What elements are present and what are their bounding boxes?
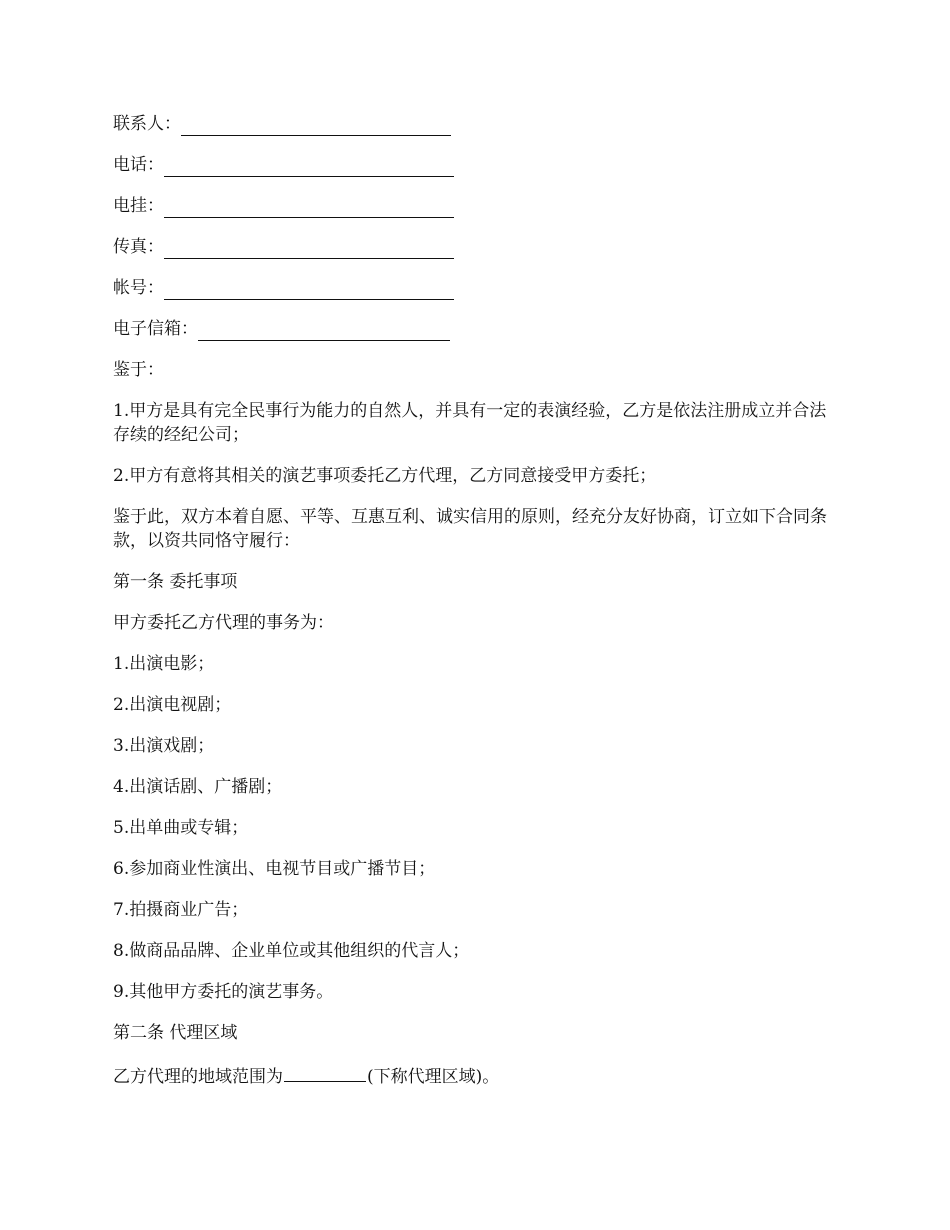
contact-blank	[181, 116, 451, 136]
whereas-item-1: 1.甲方是具有完全民事行为能力的自然人，并具有一定的表演经验，乙方是依法注册成立并合法存续的经纪公司；	[113, 401, 827, 445]
whereas-heading: 鉴于：	[113, 360, 164, 380]
tel-field	[113, 194, 841, 218]
phone-field	[113, 153, 841, 177]
account-field	[113, 276, 841, 300]
tel-label: 电挂：	[113, 196, 164, 216]
fax-blank	[164, 239, 454, 259]
contact-field	[113, 112, 841, 136]
article-1-item: 7.拍摄商业广告；	[113, 900, 249, 920]
email-label: 电子信箱：	[113, 319, 198, 339]
article-1-title: 第一条 委托事项	[113, 572, 238, 592]
document-content	[113, 112, 841, 1106]
article-1-item: 1.出演电影；	[113, 654, 215, 674]
email-field	[113, 317, 841, 341]
article-1-item: 4.出演话剧、广播剧；	[113, 777, 283, 797]
article-2-title: 第二条 代理区域	[113, 1023, 238, 1043]
article-1-intro: 甲方委托乙方代理的事务为：	[113, 613, 334, 633]
article-1-item: 3.出演戏剧；	[113, 736, 215, 756]
article-1-item: 8.做商品品牌、企业单位或其他组织的代言人；	[113, 941, 470, 961]
phone-blank	[164, 157, 454, 177]
account-blank	[164, 280, 454, 300]
whereas-item-2: 2.甲方有意将其相关的演艺事项委托乙方代理，乙方同意接受甲方委托；	[113, 466, 657, 486]
tel-blank	[164, 198, 454, 218]
article-1-item: 2.出演电视剧；	[113, 695, 232, 715]
article-2-text	[113, 1062, 841, 1089]
account-label: 帐号：	[113, 278, 164, 298]
article-1-item: 9.其他甲方委托的演艺事务。	[113, 982, 334, 1002]
article-2-text-before: 乙方代理的地域范围为	[113, 1067, 283, 1087]
fax-label: 传真：	[113, 237, 164, 257]
article-1-item: 6.参加商业性演出、电视节目或广播节目；	[113, 859, 436, 879]
fax-field	[113, 235, 841, 259]
contact-label: 联系人：	[113, 114, 181, 134]
article-1-item: 5.出单曲或专辑；	[113, 818, 249, 838]
region-blank	[284, 1062, 366, 1082]
article-2-text-after: (下称代理区域)。	[367, 1067, 500, 1087]
email-blank	[198, 321, 450, 341]
whereas-conclusion: 鉴于此，双方本着自愿、平等、互惠互利、诚实信用的原则，经充分友好协商，订立如下合同条款，以资共同恪守履行：	[113, 507, 827, 551]
phone-label: 电话：	[113, 155, 164, 175]
